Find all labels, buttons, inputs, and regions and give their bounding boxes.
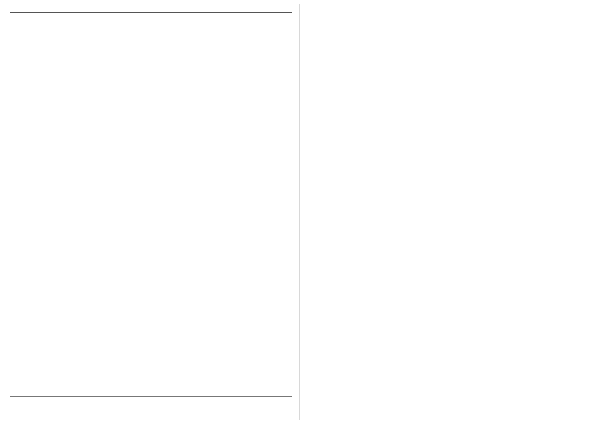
left-paragraph-8 <box>10 224 292 244</box>
left-header-rule <box>10 12 292 13</box>
left-paragraph-3 <box>10 74 292 94</box>
left-paragraph-10 <box>10 267 292 287</box>
left-paragraph-2 <box>10 35 292 70</box>
left-paragraph-14 <box>10 353 292 373</box>
left-paragraph-4 <box>10 98 292 133</box>
left-paragraph-13 <box>10 334 292 349</box>
left-paragraph-6 <box>10 161 292 181</box>
left-paragraph-11 <box>10 291 292 306</box>
right-page <box>300 0 600 424</box>
left-page-number <box>262 399 292 406</box>
left-text-column <box>10 16 292 396</box>
left-paragraph-1 <box>10 16 292 31</box>
left-footer <box>10 399 250 406</box>
left-paragraph-7 <box>10 185 292 220</box>
left-running-head <box>10 5 292 12</box>
left-paragraph-9 <box>10 248 292 263</box>
left-paragraph-5 <box>10 137 292 157</box>
left-footer-rule <box>10 396 292 397</box>
left-paragraph-12 <box>10 310 292 330</box>
